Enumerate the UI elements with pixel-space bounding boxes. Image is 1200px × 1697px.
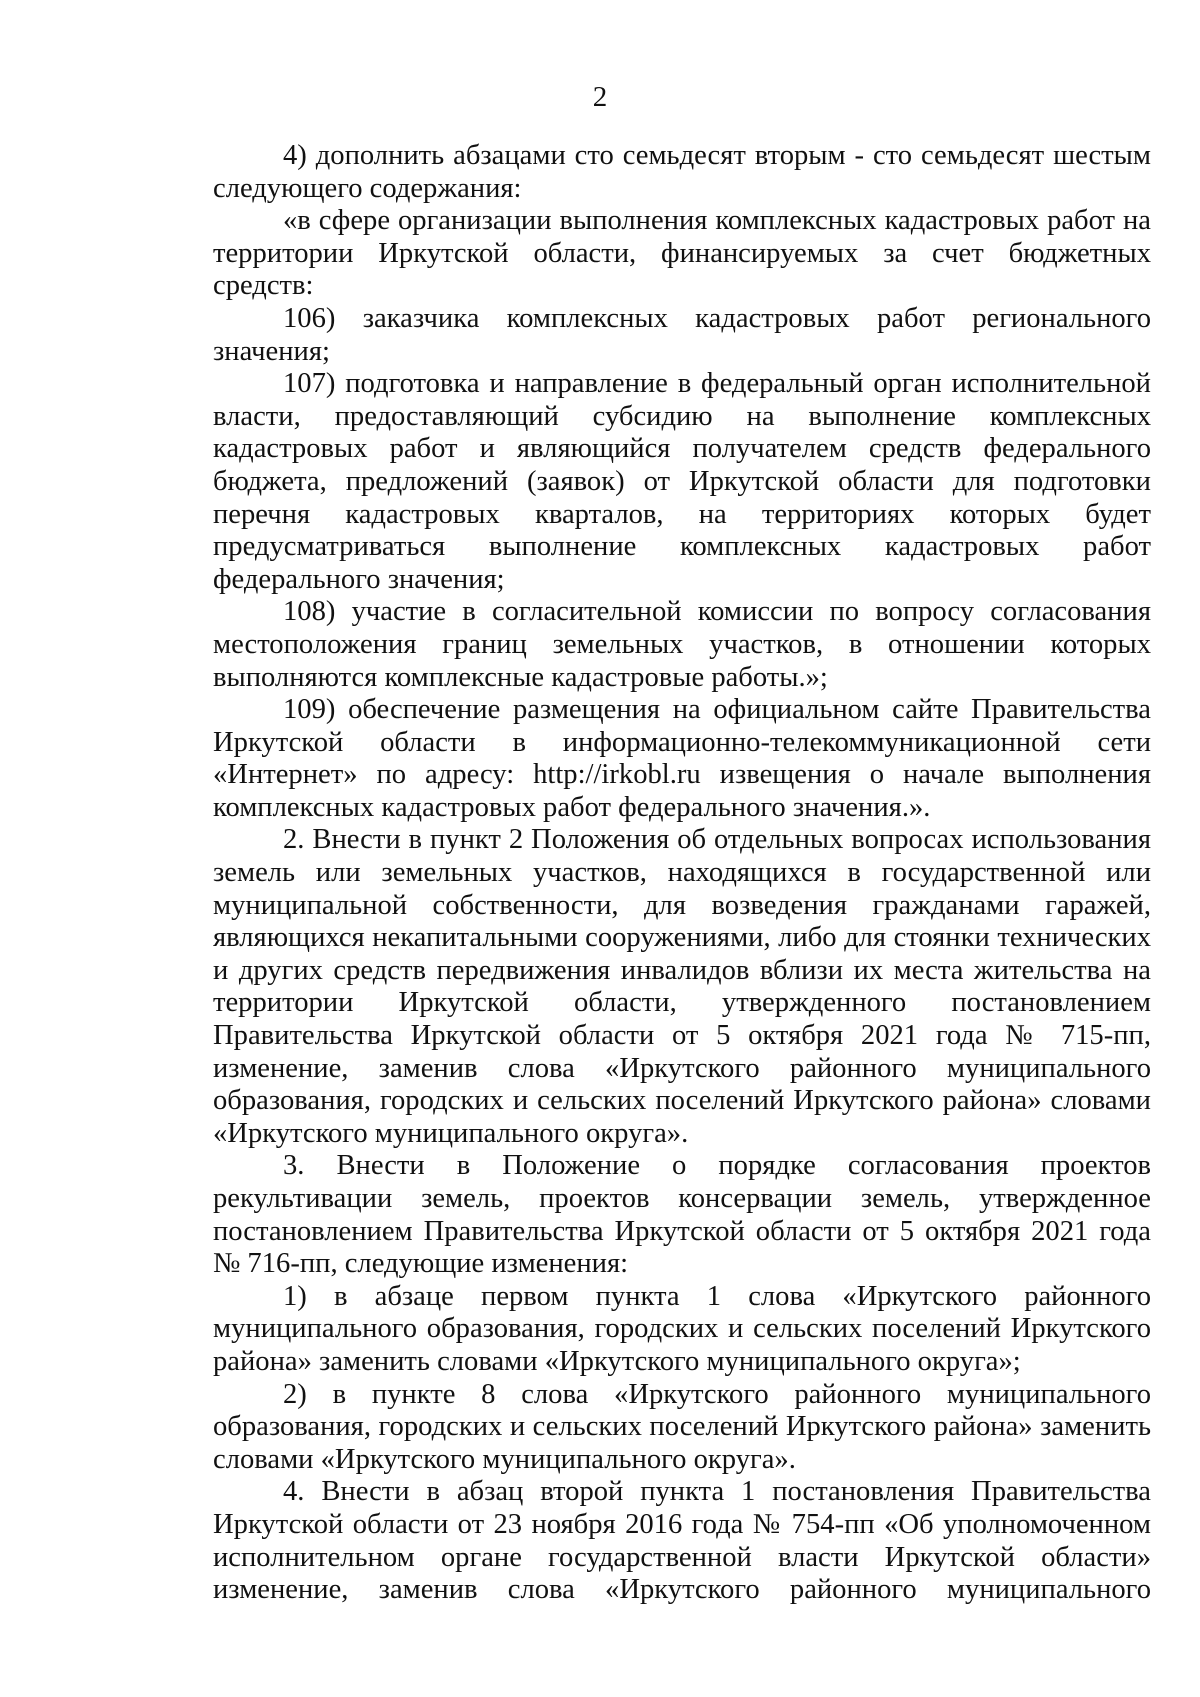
paragraph-106: 106) заказчика комплексных кадастровых работ регионального значения; [213,302,1151,367]
paragraph-section-4: 4. Внести в абзац второй пункта 1 постановления Правительства Иркутской области от 23 ноября 2016 года № 754-пп «Об уполномоченном исполнительном органе государственной власти Иркутской области» изменение, заменив слова «Иркутского районного муниципального [213,1476,1151,1606]
page-number: 2 [592,81,608,113]
paragraph-109: 109) обеспечение размещения на официальном сайте Правительства Иркутской области в информационно-телекоммуникационной сети «Интернет» по адресу: http://irkobl.ru извещения о начале выполнения комплексных кадастровых работ федерального значения.». [213,694,1151,823]
paragraph-107: 107) подготовка и направление в федеральный орган исполнительной власти, предоставляющий субсидию на выполнение комплексных кадастровых работ и являющийся получателем средств федерального бюджета, предложений (заявок) от Иркутской области для подготовки перечня кадастровых кварталов, на территориях которых будет предусматриваться выполнение комплексных кадастровых работ федерального значения; [213,368,1151,595]
paragraph-item-4: 4) дополнить абзацами сто семьдесят вторым - сто семьдесят шестым следующего содержания: [213,140,1151,204]
paragraph-section-3-item-2: 2) в пункте 8 слова «Иркутского районного муниципального образования, городских и сельских поселений Иркутского района» заменить словами «Иркутского муниципального округа». [213,1378,1151,1475]
paragraph-section-2: 2. Внести в пункт 2 Положения об отдельных вопросах использования земель или земельных участков, находящихся в государственной или муниципальной собственности, для возведения гражданами гаражей, являющихся некапитальными сооружениями, либо для стоянки технических и других средств передвижения инвалидов вблизи их места жительства на территории Иркутской области, утвержденного постановлением Правительства Иркутской области от 5 октября 2021 года № 715-пп, изменение, заменив слова «Иркутского районного муниципального образования, городских и сельских поселений Иркутского района» словами «Иркутского муниципального округа». [213,824,1151,1149]
document-body [213,140,1151,1607]
paragraph-section-3-item-1: 1) в абзаце первом пункта 1 слова «Иркутского районного муниципального образования, городских и сельских поселений Иркутского района» заменить словами «Иркутского муниципального округа»; [213,1280,1151,1377]
paragraph-108: 108) участие в согласительной комиссии по вопросу согласования местоположения границ земельных участков, в отношении которых выполняются комплексные кадастровые работы.»; [213,596,1151,693]
paragraph-cadastral-intro: «в сфере организации выполнения комплексных кадастровых работ на территории Иркутской области, финансируемых за счет бюджетных средств: [213,205,1151,302]
paragraph-section-3: 3. Внести в Положение о порядке согласования проектов рекультивации земель, проектов консервации земель, утвержденное постановлением Правительства Иркутской области от 5 октября 2021 года № 716-пп, следующие изменения: [213,1150,1151,1280]
